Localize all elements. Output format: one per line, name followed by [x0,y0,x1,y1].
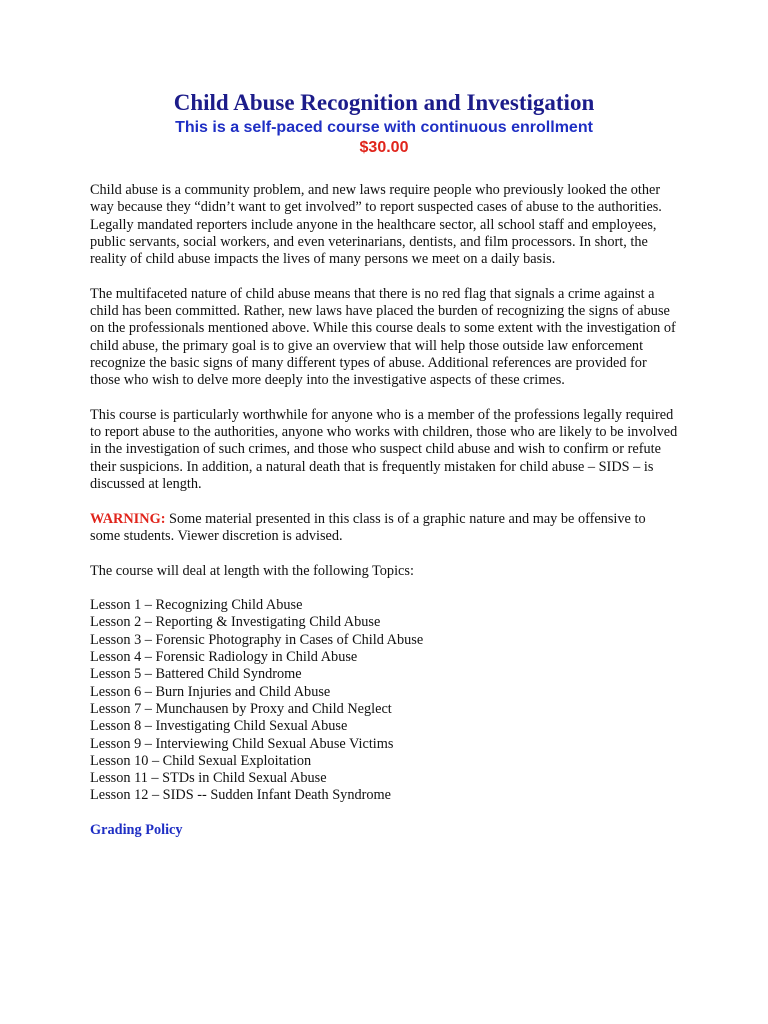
course-subtitle: This is a self-paced course with continuous enrollment [175,119,593,136]
lesson-item: Lesson 5 – Battered Child Syndrome [90,666,302,683]
grading-policy-heading: Grading Policy [90,821,183,838]
lesson-item: Lesson 10 – Child Sexual Exploitation [90,752,312,769]
warning-paragraph [90,511,678,546]
lesson-item: Lesson 9 – Interviewing Child Sexual Abuse Victims [90,735,394,752]
lesson-item: Lesson 7 – Munchausen by Proxy and Child Neglect [90,700,392,717]
document-title: Child Abuse Recognition and Investigation [173,90,595,115]
lesson-item: Lesson 2 – Reporting & Investigating Child Abuse [90,614,381,631]
audience-paragraph: This course is particularly worthwhile for anyone who is a member of the professions legally required to report abuse to the authorities, anyone who works with children, those who are likely to be involved in the investigation of such crimes, and those who suspect child abuse and wish to confirm or refute their suspicions. In addition, a natural death that is frequently mistaken for child abuse – SIDS – is discussed at length. [90,406,678,493]
intro-paragraph: Child abuse is a community problem, and new laws require people who previously looked the other way because they “didn’t want to get involved” to report suspected cases of abuse to the authorities. Legally mandated reporters include anyone in the healthcare sector, all school staff and employees, public servants, social workers, and even veterinarians, dentists, and film processors. In short, the reality of child abuse impacts the lives of many persons we meet on a daily basis. [90,182,662,268]
topics-intro: The course will deal at length with the following Topics: [90,562,414,579]
lesson-item: Lesson 6 – Burn Injuries and Child Abuse [90,683,331,700]
warning-text: Some material presented in this class is of a graphic nature and may be offensive to some students. Viewer discretion is advised. [90,510,646,544]
lesson-item: Lesson 12 – SIDS -- Sudden Infant Death Syndrome [90,787,391,804]
warning-label: WARNING: [90,510,166,527]
lesson-item: Lesson 1 – Recognizing Child Abuse [90,597,303,614]
overview-paragraph: The multifaceted nature of child abuse means that there is no red flag that signals a crime against a child has been committed. Rather, new laws have placed the burden of recognizing the signs of abuse on the professionals mentioned above. While this course deals to some extent with the investigation of child abuse, the primary goal is to give an overview that will help those outside law enforcement recognize the basic signs of many different types of abuse. Additional references are provided for those who wish to delve more deeply into the investigative aspects of these crimes. [90,285,676,389]
lesson-item: Lesson 4 – Forensic Radiology in Child Abuse [90,649,358,666]
lesson-item: Lesson 8 – Investigating Child Sexual Abuse [90,718,348,735]
lesson-item: Lesson 3 – Forensic Photography in Cases of Child Abuse [90,631,424,648]
lesson-item: Lesson 11 – STDs in Child Sexual Abuse [90,770,327,787]
course-price: $30.00 [359,139,409,156]
lesson-list [90,597,678,805]
document-header [90,88,678,158]
